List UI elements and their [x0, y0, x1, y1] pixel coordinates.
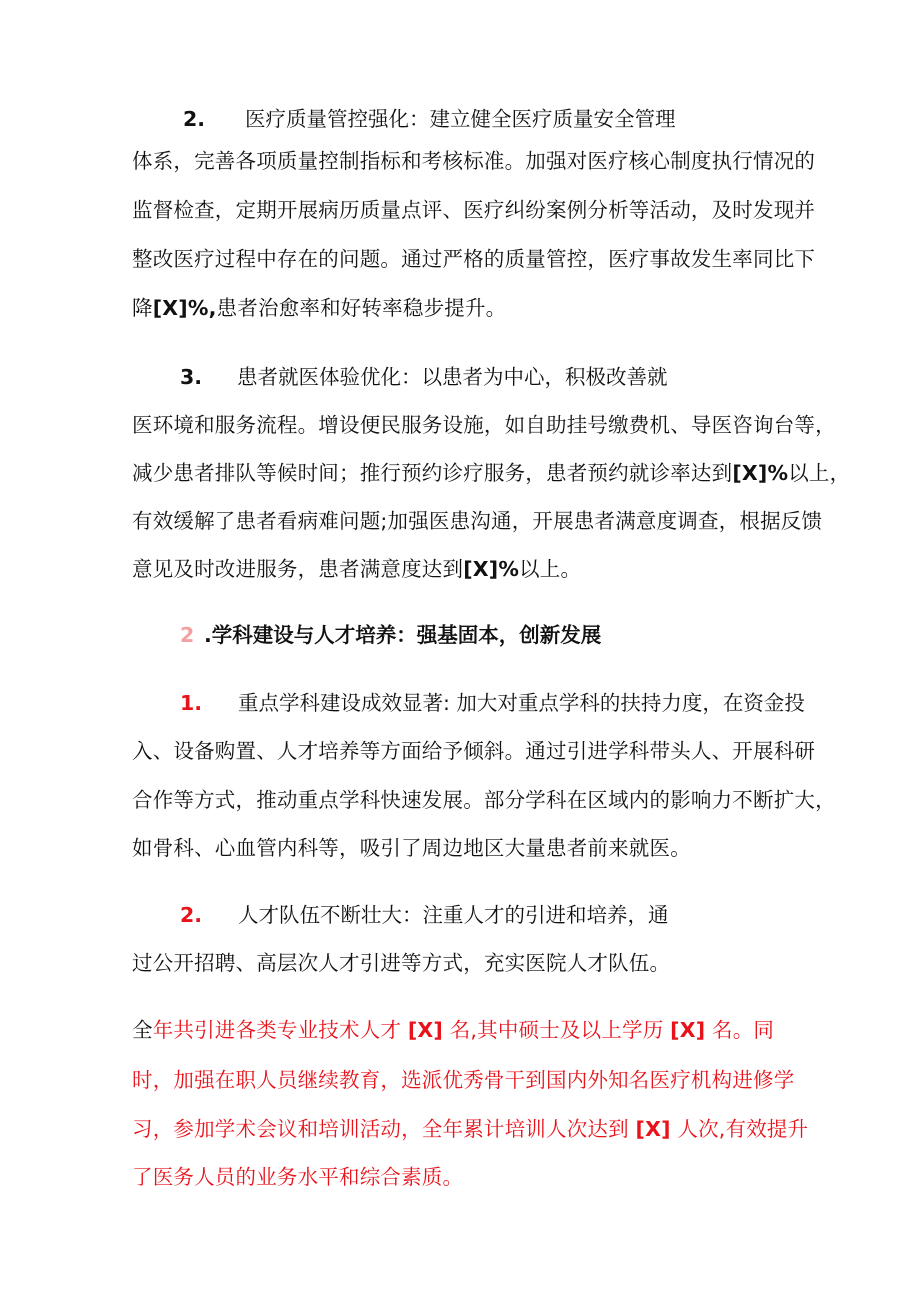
item-number: 2.	[180, 903, 203, 927]
section-number: 2	[180, 623, 195, 647]
paragraph-line: 监督检查，定期开展病历质量点评、医疗纠纷案例分析等活动，及时发现并	[132, 198, 816, 222]
paragraph-line: 整改医疗过程中存在的问题。通过严格的质量管控，医疗事故发生率同比下	[132, 247, 816, 271]
item-heading	[183, 105, 676, 133]
text-span: 患者治愈率和好转率稳步提升。	[216, 296, 507, 320]
text-span: 习，参加学术会议和培训活动，全年累计培训人次达到	[132, 1117, 629, 1141]
item-heading	[180, 363, 668, 391]
placeholder-value: [X]	[407, 1018, 443, 1042]
paragraph-line: 医环境和服务流程。增设便民服务设施，如自助挂号缴费机、导医咨询台等，	[132, 413, 836, 437]
text-span: 意见及时改进服务，患者满意度达到	[132, 557, 464, 581]
text-span: 以上。	[519, 557, 582, 581]
paragraph-line: 合作等方式，推动重点学科快速发展。部分学科在区域内的影响力不断扩大，	[132, 788, 836, 812]
paragraph-line: 如骨科、心血管内科等，吸引了周边地区大量患者前来就医。	[132, 836, 691, 860]
text-span: 全	[132, 1018, 153, 1042]
placeholder-value: [X]%,	[152, 296, 217, 320]
item-heading-text: 重点学科建设成效显著: 加大对重点学科的扶持力度，在资金投	[238, 691, 805, 715]
highlighted-line: 时，加强在职人员继续教育，选派优秀骨干到国内外知名医疗机构进修学	[132, 1068, 795, 1092]
paragraph-line	[132, 459, 850, 487]
item-heading	[180, 901, 669, 929]
highlighted-line	[132, 1115, 808, 1143]
paragraph-line: 有效缓解了患者看病难问题;加强医患沟通，开展患者满意度调查，根据反馈	[132, 509, 823, 533]
highlighted-line	[132, 1016, 774, 1044]
paragraph-line: 过公开招聘、高层次人才引进等方式，充实医院人才队伍。	[132, 951, 671, 975]
item-heading-text: 医疗质量管控强化：建立健全医疗质量安全管理	[245, 107, 676, 131]
item-number: 2.	[183, 107, 206, 131]
text-span: 年共引进各类专业技术人才	[152, 1018, 402, 1042]
placeholder-value: [X]	[635, 1117, 671, 1141]
text-span: 以上，	[788, 461, 851, 485]
paragraph-line: 体系，完善各项质量控制指标和考核标准。加强对医疗核心制度执行情况的	[132, 149, 816, 173]
text-span: 名,其中硕士及以上学历	[449, 1018, 664, 1042]
highlighted-line: 了医务人员的业务水平和综合素质。	[132, 1165, 464, 1189]
text-span: 人次,有效提升	[677, 1117, 809, 1141]
paragraph-line: 入、设备购置、人才培养等方面给予倾斜。通过引进学科带头人、开展科研	[132, 739, 816, 763]
item-heading-text: 患者就医体验优化：以患者为中心，积极改善就	[237, 365, 668, 389]
section-heading	[180, 621, 601, 649]
item-heading	[180, 689, 805, 717]
placeholder-value: [X]%	[732, 461, 789, 485]
item-heading-text: 人才队伍不断壮大：注重人才的引进和培养，通	[238, 903, 669, 927]
item-number: 3.	[180, 365, 203, 389]
text-span: 减少患者排队等候时间；推行预约诊疗服务，患者预约就诊率达到	[132, 461, 733, 485]
placeholder-value: [X]%	[463, 557, 520, 581]
paragraph-line	[132, 294, 506, 322]
placeholder-value: [X]	[670, 1018, 706, 1042]
section-title: .学科建设与人才培养：强基固本，创新发展	[204, 623, 602, 647]
text-span: 降	[132, 296, 153, 320]
paragraph-line	[132, 555, 581, 583]
text-span: 名。同	[712, 1018, 775, 1042]
item-number: 1.	[180, 691, 203, 715]
